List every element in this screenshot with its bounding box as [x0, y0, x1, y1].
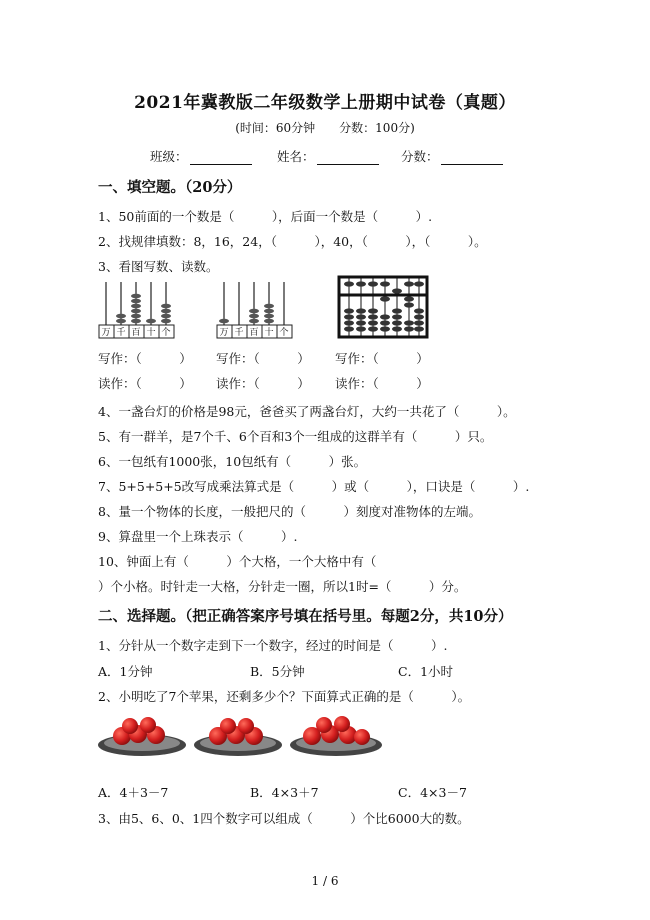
page-number: 1 / 6: [311, 874, 339, 888]
read-blank-1[interactable]: 读作：（ ）: [98, 376, 192, 391]
s2-q1-option-a[interactable]: A．1分钟: [98, 664, 153, 679]
class-blank[interactable]: [190, 152, 252, 165]
s2-question-2: 2、小明吃了7个苹果，还剩多少个？下面算式正确的是（ ）。: [98, 689, 471, 704]
write-blank-2[interactable]: 写作：（ ）: [216, 351, 310, 366]
s1-question-6: 6、一包纸有1000张，10包纸有（ ）张。: [98, 454, 367, 469]
s1-question-4: 4、一盏台灯的价格是98元，爸爸买了两盏台灯，大约一共花了（ ）。: [98, 404, 516, 419]
s1-question-2: 2、找规律填数：8，16，24，（ ），40，（ ），（ ）。: [98, 234, 487, 249]
s1-question-1: 1、50前面的一个数是（ ），后面一个数是（ ）.: [98, 209, 433, 224]
abacus1-label-shi: 十: [146, 328, 156, 338]
plate-2: [194, 718, 282, 756]
name-field: 姓名：: [277, 147, 379, 165]
abacus2-label-ge: 个: [279, 328, 289, 338]
s1-question-3: 3、看图写数、读数。: [98, 259, 219, 274]
s1-question-9: 9、算盘里一个上珠表示（ ）.: [98, 529, 298, 544]
abacus1-label-wan: 万: [101, 328, 111, 338]
abacus1-label-bai: 百: [131, 328, 141, 338]
suanpan-figure: [337, 275, 429, 339]
class-field: 班级：: [150, 147, 252, 165]
read-blank-2[interactable]: 读作：（ ）: [216, 376, 310, 391]
time-score-note: (时间：60分钟 分数：100分): [235, 121, 415, 135]
apple-plates-figure: [98, 712, 383, 762]
s1-question-10-line2: ）个小格。时针走一大格，分针走一圈，所以1时=（ ）分。: [98, 579, 467, 594]
abacus2-label-qian: 千: [234, 328, 244, 338]
s2-q2-option-b[interactable]: B．4×3＋7: [250, 785, 319, 800]
write-blank-3[interactable]: 写作：（ ）: [335, 351, 429, 366]
s2-q1-option-b[interactable]: B．5分钟: [250, 664, 305, 679]
s2-q1-option-c[interactable]: C．1小时: [398, 664, 454, 679]
write-blank-1[interactable]: 写作：（ ）: [98, 351, 192, 366]
score-blank[interactable]: [441, 152, 503, 165]
s2-q2-option-c[interactable]: C．4×3－7: [398, 785, 467, 800]
s2-question-3: 3、由5、6、0、1四个数字可以组成（ ）个比6000大的数。: [98, 811, 470, 826]
section2-heading: 二、选择题。（把正确答案序号填在括号里。每题2分，共10分）: [98, 608, 513, 625]
name-blank[interactable]: [317, 152, 379, 165]
s1-question-5: 5、有一群羊，是7个千、6个百和3个一组成的这群羊有（ ）只。: [98, 429, 493, 444]
abacus-figure-1: [98, 280, 178, 340]
s1-question-10-line1: 10、钟面上有（ ）个大格，一个大格中有（: [98, 554, 377, 569]
section1-heading: 一、填空题。（20分）: [98, 179, 242, 196]
s1-question-8: 8、量一个物体的长度，一般把尺的（ ）刻度对准物体的左端。: [98, 504, 481, 519]
abacus1-label-qian: 千: [116, 328, 126, 338]
score-field: 分数：: [401, 147, 503, 165]
page-title: 2021年冀教版二年级数学上册期中试卷（真题）: [134, 93, 516, 113]
abacus-figure-2: [216, 280, 296, 340]
abacus2-label-wan: 万: [219, 328, 229, 338]
plate-1: [98, 717, 186, 756]
abacus2-label-bai: 百: [249, 328, 259, 338]
plate-3: [290, 716, 382, 756]
s2-question-1: 1、分针从一个数字走到下一个数字，经过的时间是（ ）.: [98, 638, 448, 653]
read-blank-3[interactable]: 读作：（ ）: [335, 376, 429, 391]
s2-q2-option-a[interactable]: A．4＋3－7: [98, 785, 169, 800]
abacus2-label-shi: 十: [264, 328, 274, 338]
s1-question-7: 7、5+5+5+5改写成乘法算式是（ ）或（ ），口诀是（ ）.: [98, 479, 530, 494]
abacus1-label-ge: 个: [161, 328, 171, 338]
